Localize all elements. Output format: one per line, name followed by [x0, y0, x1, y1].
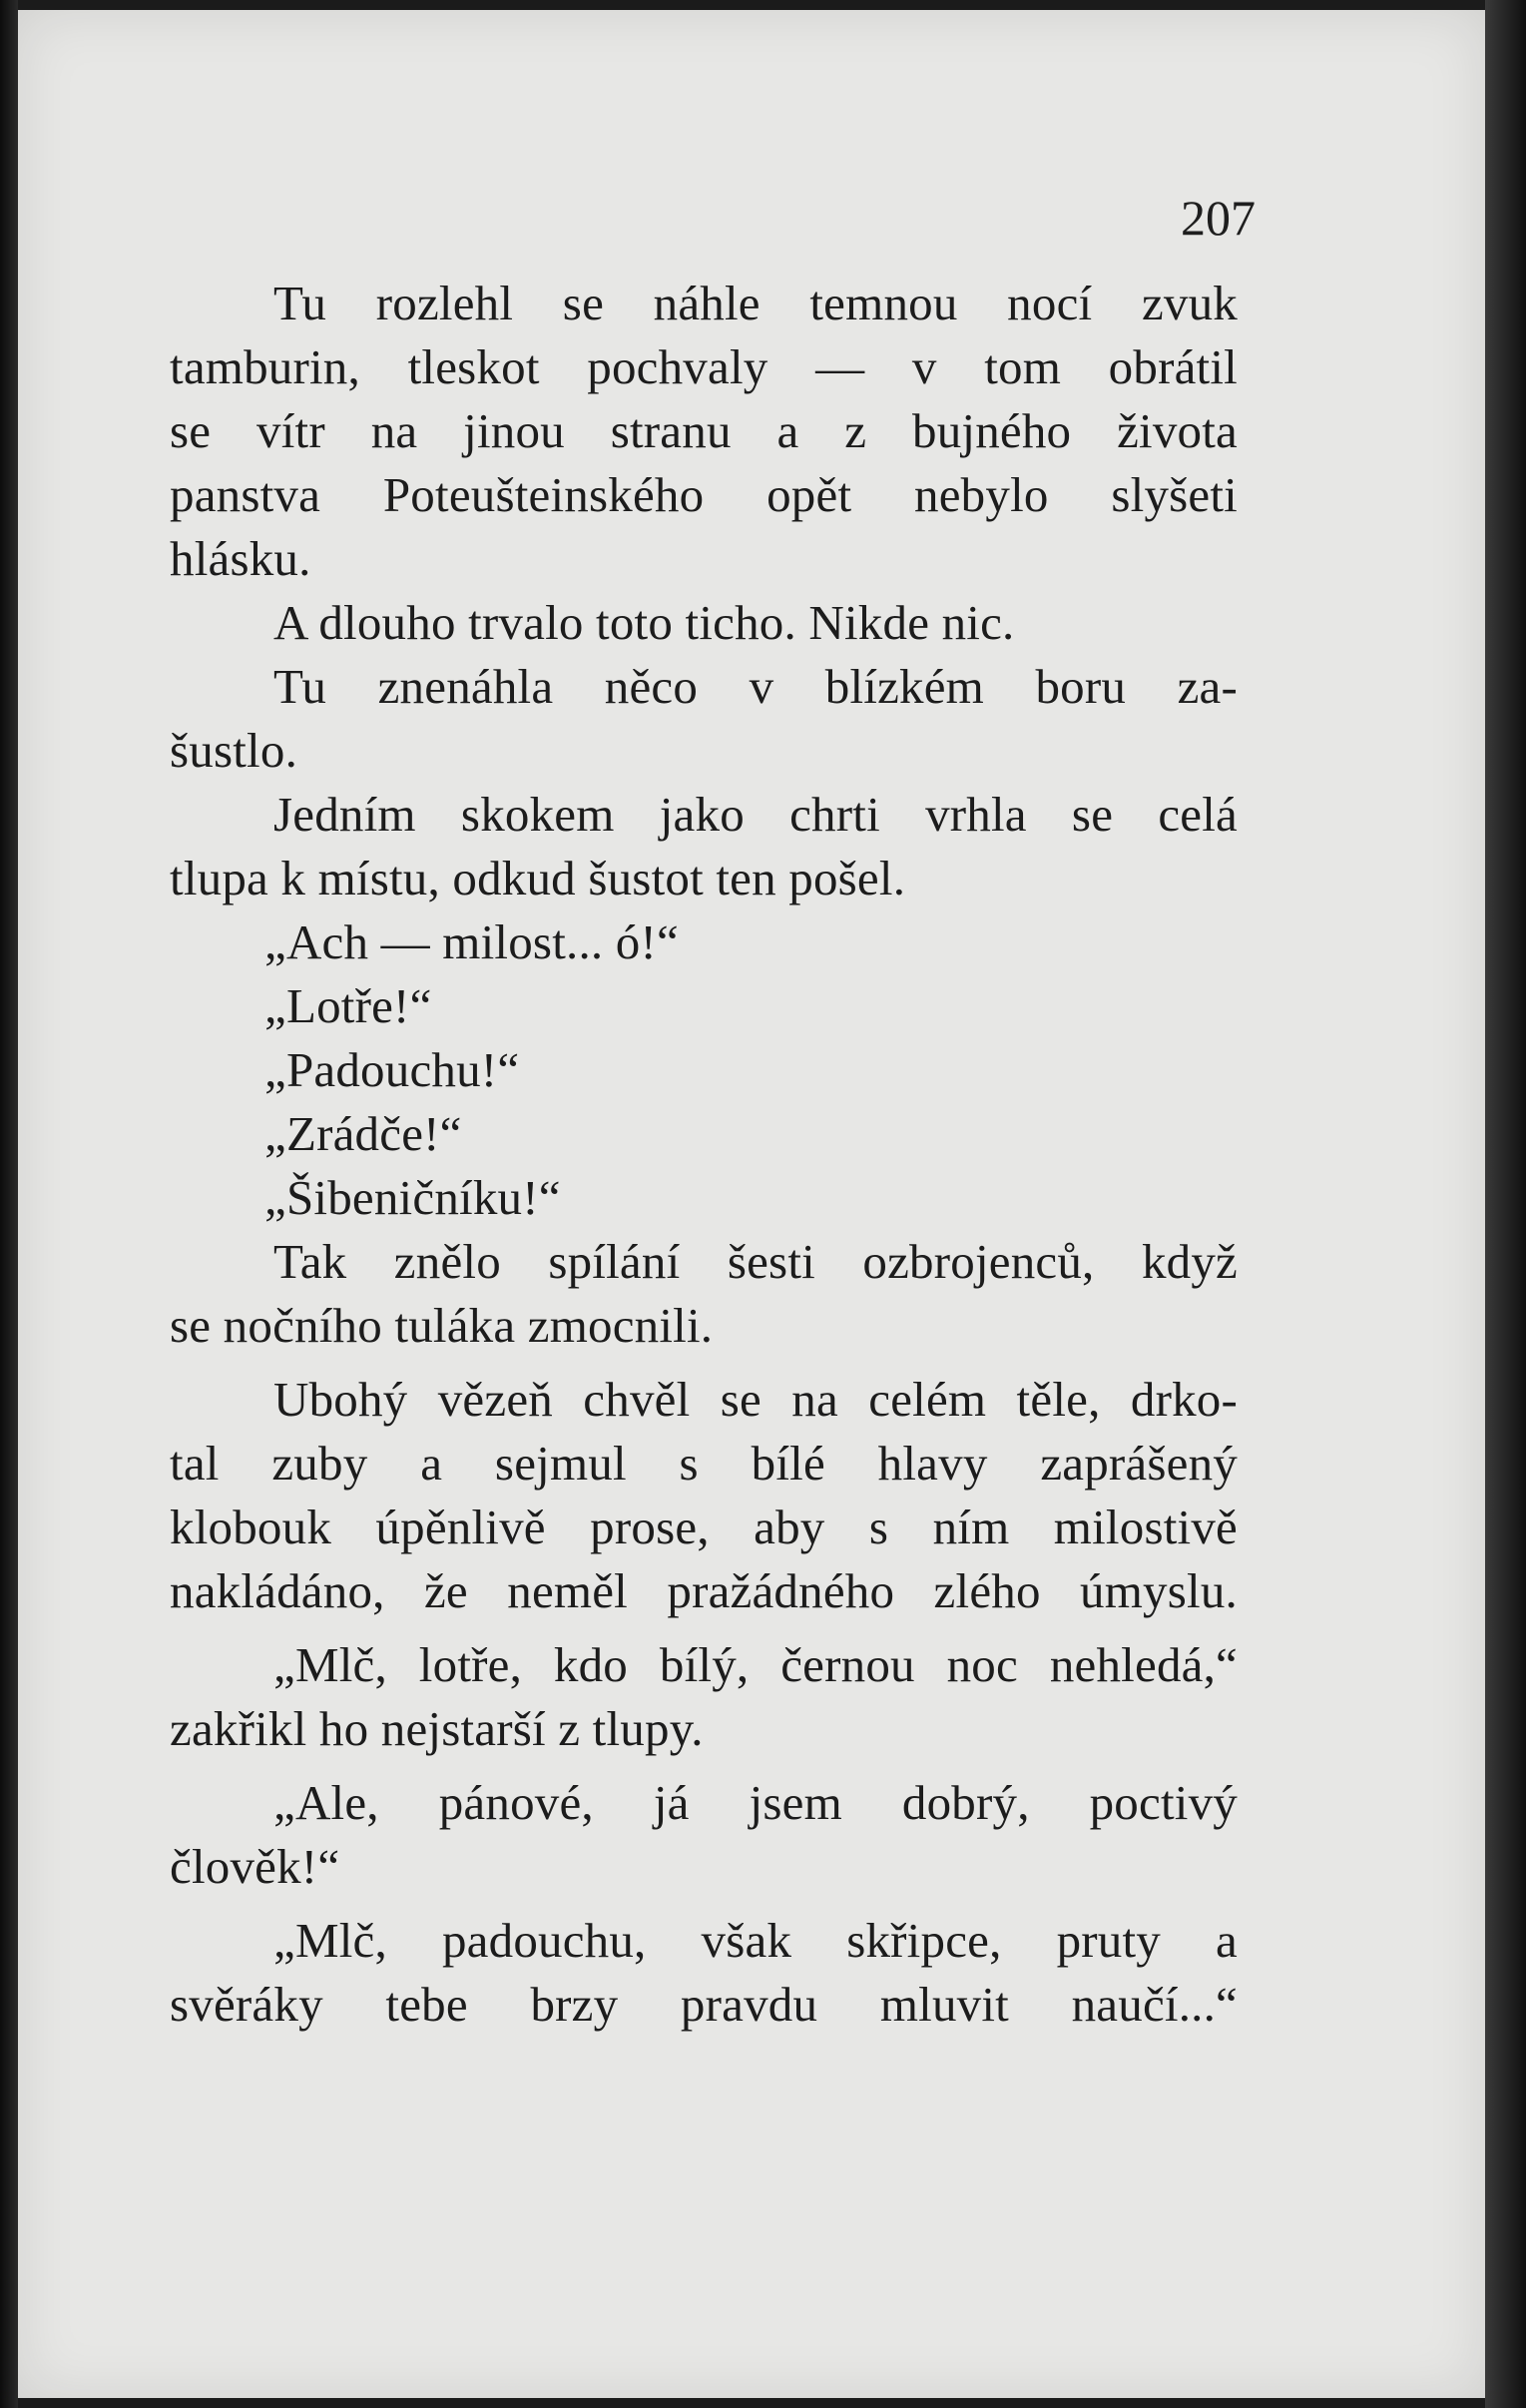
text-line: panstva Poteušteinského opět nebylo slyšeti: [170, 467, 1238, 522]
text-line: klobouk úpěnlivě prose, aby s ním milostivě: [170, 1500, 1238, 1554]
text-line: „Ach — milost... ó!“: [264, 914, 679, 969]
body-text: [170, 272, 1238, 2037]
text-line: tamburin, tleskot pochvaly — v tom obrátil: [170, 339, 1238, 394]
page-number: 207: [1181, 190, 1256, 246]
book-spine-shadow: [0, 0, 18, 2408]
text-line: „Padouchu!“: [264, 1042, 520, 1097]
text-line: se nočního tuláka zmocnili.: [170, 1298, 714, 1353]
text-line: se vítr na jinou stranu a z bujného života: [170, 403, 1238, 458]
text-line: Tak znělo spílání šesti ozbrojenců, když: [273, 1234, 1238, 1289]
text-line: šustlo.: [170, 723, 298, 778]
page-edge-shadow: [1485, 0, 1526, 2408]
text-line: A dlouho trvalo toto ticho. Nikde nic.: [273, 595, 1015, 650]
text-line: zakřikl ho nejstarší z tlupy.: [170, 1701, 704, 1756]
text-line: Ubohý vězeň chvěl se na celém těle, drko-: [273, 1372, 1238, 1427]
text-line: hlásku.: [170, 531, 311, 586]
text-line: tal zuby a sejmul s bílé hlavy zaprášený: [170, 1436, 1238, 1491]
text-line: „Mlč, padouchu, však skřipce, pruty a: [273, 1913, 1238, 1968]
text-line: „Lotře!“: [264, 978, 432, 1033]
text-line: Jedním skokem jako chrti vrhla se celá: [273, 787, 1238, 842]
text-line: „Ale, pánové, já jsem dobrý, poctivý: [273, 1775, 1238, 1830]
text-line: „Šibeničníku!“: [264, 1170, 561, 1225]
text-line: Tu znenáhla něco v blízkém boru za-: [273, 659, 1238, 714]
text-line: svěráky tebe brzy pravdu mluvit naučí...“: [170, 1977, 1238, 2032]
text-line: nakládáno, že neměl pražádného zlého úmyslu.: [170, 1563, 1238, 1618]
text-line: Tu rozlehl se náhle temnou nocí zvuk: [273, 276, 1238, 330]
text-line: tlupa k místu, odkud šustot ten pošel.: [170, 851, 906, 905]
text-line: člověk!“: [170, 1839, 340, 1894]
text-line: „Zrádče!“: [264, 1106, 462, 1161]
text-line: „Mlč, lotře, kdo bílý, černou noc nehledá,“: [273, 1637, 1238, 1692]
